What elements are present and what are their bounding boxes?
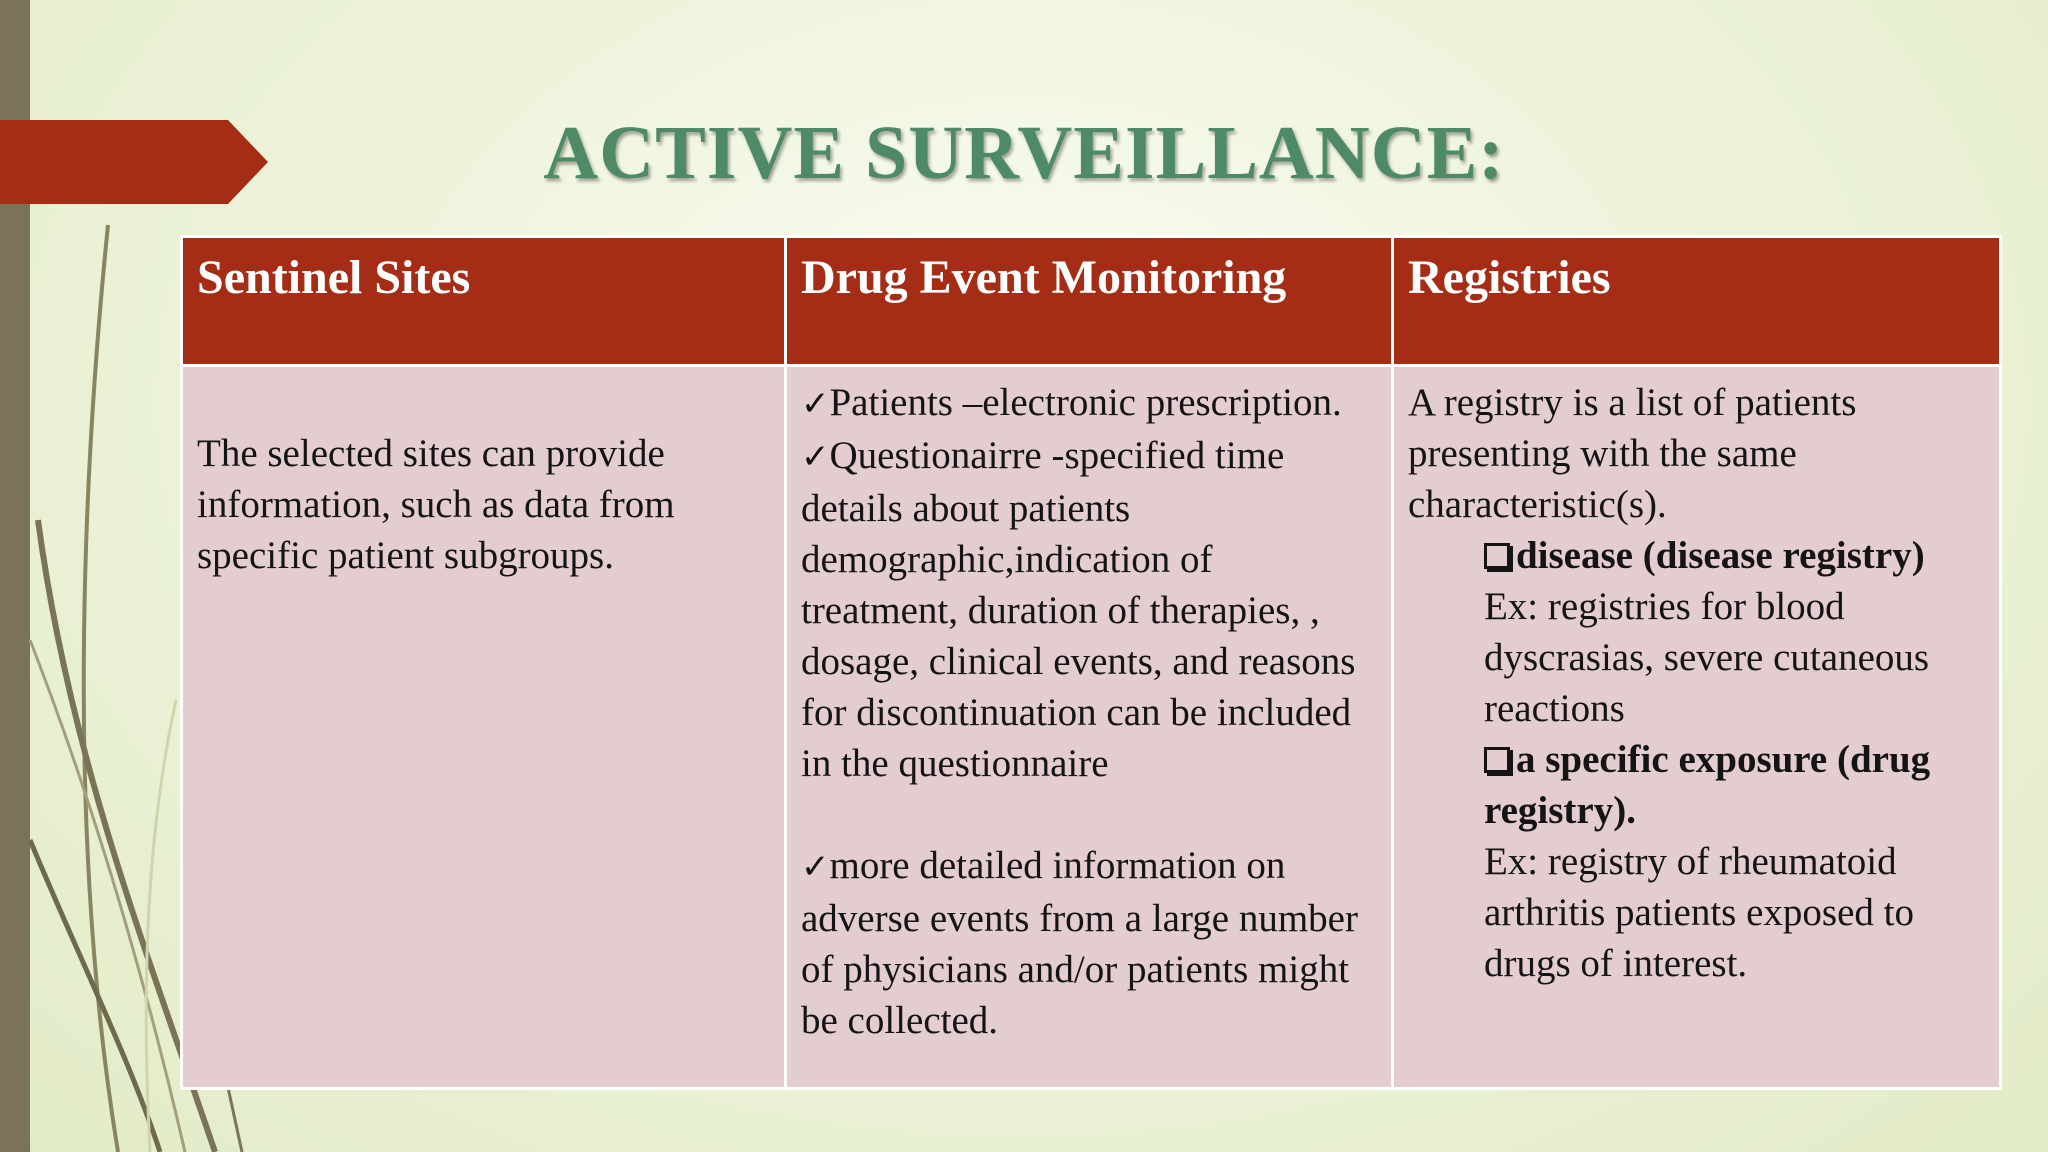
cell-sentinel-sites — [182, 366, 786, 1089]
list-item — [801, 430, 1377, 789]
registry-example-1: Ex: registries for blood dyscrasias, severe cutaneous reactions — [1483, 585, 1930, 730]
list-item — [801, 840, 1377, 1046]
surveillance-table — [180, 235, 2002, 1090]
checkmark-icon: ✓ — [800, 437, 830, 477]
list-item — [1408, 734, 1985, 836]
slide-title: ACTIVE SURVEILLANCE: — [543, 111, 1505, 195]
checkmark-icon: ✓ — [800, 384, 830, 424]
square-bullet-icon — [1484, 747, 1510, 773]
square-bullet-icon — [1484, 543, 1510, 569]
cell-registries — [1392, 366, 2000, 1089]
list-item — [801, 377, 1377, 430]
table-body-row — [182, 366, 2001, 1089]
header-sentinel-sites: Sentinel Sites — [182, 237, 786, 366]
table-header-row — [182, 237, 2001, 366]
header-registries: Registries — [1392, 237, 2000, 366]
registries-intro: A registry is a list of patients presenting with the same characteristic(s). — [1407, 381, 1857, 526]
dem-item-3: more detailed information on adverse events from a large number of physicians and/or patients might be collected. — [800, 844, 1358, 1042]
registry-bullet-2: a specific exposure (drug registry). — [1483, 738, 1931, 832]
sentinel-sites-text: The selected sites can provide information, such as data from specific patient subgroups. — [197, 432, 675, 577]
registry-example-2: Ex: registry of rheumatoid arthritis patients exposed to drugs of interest. — [1483, 840, 1914, 985]
registry-bullet-1: disease (disease registry) — [1515, 534, 1925, 577]
checkmark-icon: ✓ — [800, 847, 830, 887]
cell-drug-event-monitoring — [785, 366, 1392, 1089]
dem-item-2: Questionairre -specified time details about patients demographic,indication of treatment, duration of therapies, , dosage, clinical events, and reasons for discontinuation can be included in the questionnaire — [800, 434, 1356, 785]
dem-item-1: Patients –electronic prescription. — [829, 381, 1342, 424]
spacer — [801, 789, 1377, 840]
list-item — [1408, 530, 1985, 581]
header-drug-event-monitoring: Drug Event Monitoring — [785, 237, 1392, 366]
